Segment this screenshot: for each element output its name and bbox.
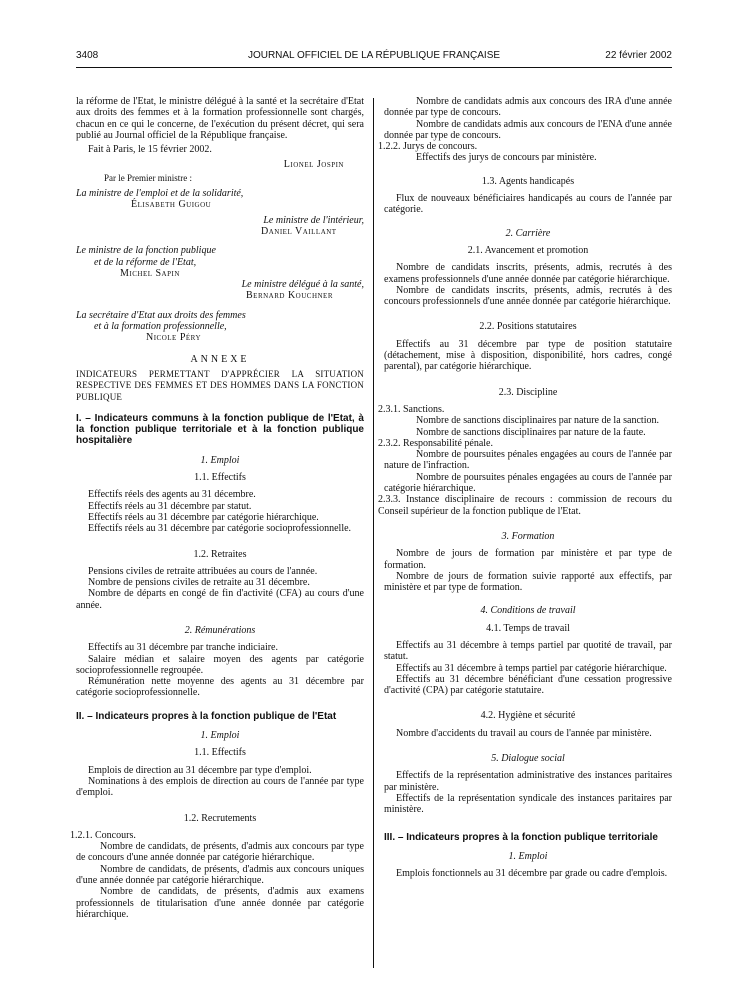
hygiene-item-1: Nombre d'accidents du travail au cours de l'année par ministère. [396,727,652,739]
section-effectifs: 1.1. Effectifs [194,472,246,484]
subsection-concours: 1.2.1. Concours. [70,829,136,841]
part-3-section-emploi: 1. Emploi [508,850,548,862]
section-formation: 3. Formation [501,530,555,542]
subsection-jurys: 1.2.2. Jurys de concours. [378,141,478,153]
section-agents-handicapes: 1.3. Agents handicapés [481,175,575,187]
temps-travail-item-1: Effectifs au 31 décembre à temps partiel par quotité de travail, par statut. [384,639,672,663]
concours-item-2: Nombre de candidats, de présents, d'admis aux concours uniques d'une année donnée par catégorie hiérarchique. [76,863,364,887]
signatory-2-title: Le ministre de l'intérieur, [263,214,364,226]
subsection-sanctions: 2.3.1. Sanctions. [378,403,445,415]
section-temps-travail: 4.1. Temps de travail [486,622,570,634]
formation-item-2: Nombre de jours de formation suivie rapporté aux effectifs, par ministère et par type de formation. [384,570,672,594]
part-2-effectifs-item-2: Nominations à des emplois de direction au cours de l'année par type d'emploi. [76,775,364,799]
section-discipline: 2.3. Discipline [498,386,558,398]
effectifs-item-4: Effectifs réels au 31 décembre par catégorie socioprofessionnelle. [88,523,352,535]
subsection-responsabilite-penale: 2.3.2. Responsabilité pénale. [378,437,493,449]
section-recrutements: 1.2. Recrutements [183,812,257,824]
concours-item-3: Nombre de candidats, de présents, d'admis aux examens professionnels de titularisation d'une année donnée par catégorie hiérarchique. [76,886,364,920]
signatory-3-title-2: et de la réforme de l'Etat, [94,256,197,268]
section-avancement: 2.1. Avancement et promotion [467,244,589,256]
part-2-section-effectifs: 1.1. Effectifs [194,747,246,759]
ira-admissions: Nombre de candidats admis aux concours des IRA d'une année donnée par type de concours. [384,96,672,119]
sanctions-item-2: Nombre de sanctions disciplinaires par nature de la faute. [416,426,646,438]
part-3-emploi-item-1: Emplois fonctionnels au 31 décembre par grade ou cadre d'emplois. [396,868,668,880]
part-2-title: II. – Indicateurs propres à la fonction publique de l'Etat [76,710,337,722]
dialogue-item-2: Effectifs de la représentation syndicale des instances paritaires par ministère. [384,792,672,816]
signatory-5-title-2: et à la formation professionnelle, [94,321,227,333]
concours-item-1: Nombre de candidats, de présents, d'admis aux concours par type de concours d'une année donnée par catégorie hiérarchique. [76,841,364,864]
signatory-4-name: Bernard Kouchner [246,290,334,302]
part-2-effectifs-item-1: Emplois de direction au 31 décembre par type d'emploi. [88,764,312,776]
page-number: 3408 [76,50,99,61]
left-column [70,96,364,920]
temps-travail-item-2: Effectifs au 31 décembre à temps partiel par catégorie hiérarchique. [396,662,667,674]
signatory-3-title: Le ministre de la fonction publique [76,245,216,257]
signatory-1-name: Élisabeth Guigou [131,199,212,211]
penale-item-1: Nombre de poursuites pénales engagées au cours de l'année par nature de l'infraction. [384,449,672,472]
remunerations-item-3: Rémunération nette moyenne des agents au 31 décembre par catégorie socioprofessionnelle. [76,676,364,699]
ena-admissions: Nombre de candidats admis aux concours de l'ENA d'une année donnée par type de concours. [384,118,672,141]
section-dialogue-social: 5. Dialogue social [491,753,565,765]
pm-by: Par le Premier ministre : [104,172,192,183]
section-emploi: 1. Emploi [200,454,240,466]
page-header [0,48,748,64]
signatory-4-title: Le ministre délégué à la santé, [241,279,364,291]
section-hygiene-securite: 4.2. Hygiène et sécurité [480,710,576,722]
formation-item-1: Nombre de jours de formation par ministère et par type de formation. [384,548,672,571]
part-3-title: III. – Indicateurs propres à la fonction publique territoriale [384,831,658,843]
signatory-5-name: Nicole Péry [146,332,202,344]
decree-intro: la réforme de l'Etat, le ministre délégué à la santé et la secrétaire d'Etat aux droits des femmes et à la formation professionnelle sont chargés, chacun en ce qui le concerne, de l'exécution du présent décret, qui sera publié au Journal officiel de la République française. [76,96,364,141]
section-carriere: 2. Carrière [505,227,551,239]
temps-travail-item-3: Effectifs au 31 décembre bénéficiant d'une cessation progressive d'activité (CPA) par catégorie statutaire. [384,673,672,697]
subsection-instance-disciplinaire: 2.3.3. Instance disciplinaire de recours : commission de recours du Conseil supérieur de la fonction publique de l'Etat. [378,494,672,517]
signatory-2-name: Daniel Vaillant [261,225,337,237]
section-retraites: 1.2. Retraites [193,548,247,560]
column-divider [373,98,374,968]
retraites-item-2: Nombre de pensions civiles de retraite au 31 décembre. [88,577,310,589]
retraites-item-1: Pensions civiles de retraite attribuées au cours de l'année. [88,565,318,577]
effectifs-item-1: Effectifs réels des agents au 31 décembre. [88,489,256,501]
signatory-3-name: Michel Sapin [120,267,180,279]
sanctions-item-1: Nombre de sanctions disciplinaires par nature de la sanction. [416,415,659,427]
dialogue-item-1: Effectifs de la représentation administrative des instances paritaires par ministère. [384,770,672,793]
section-positions-statutaires: 2.2. Positions statutaires [479,321,577,333]
section-remunerations: 2. Rémunérations [184,624,256,636]
avancement-item-2: Nombre de candidats inscrits, présents, admis, recrutés à des concours professionnels d'une année donnée par catégorie hiérarchique. [384,284,672,308]
retraites-item-3: Nombre de départs en congé de fin d'activité (CFA) au cours d'une année. [76,588,364,611]
signing-place-date: Fait à Paris, le 15 février 2002. [88,144,212,156]
part-1-title: I. – Indicateurs communs à la fonction publique de l'Etat, à la fonction publique territoriale et à la fonction publique hospitalière [76,412,364,447]
remunerations-item-2: Salaire médian et salaire moyen des agents par catégorie socioprofessionnelle regroupée. [76,653,364,676]
positions-item-1: Effectifs au 31 décembre par type de position statutaire (détachement, mise à disposition, disponibilité, hors cadres, congé parental), par catégorie hiérarchique. [384,338,672,373]
annex-heading: ANNEXE [190,353,250,365]
signatory-1-title: La ministre de l'emploi et de la solidarité, [76,188,244,200]
jurys-item-1: Effectifs des jurys de concours par ministère. [416,152,597,164]
issue-date: 22 février 2002 [605,50,672,61]
journal-title: JOURNAL OFFICIEL DE LA RÉPUBLIQUE FRANÇAISE [247,50,501,61]
section-conditions-travail: 4. Conditions de travail [480,605,576,617]
pm-name: Lionel Jospin [283,159,344,171]
penale-item-2: Nombre de poursuites pénales engagées au cours de l'année par catégorie hiérarchique. [384,471,672,495]
avancement-item-1: Nombre de candidats inscrits, présents, admis, recrutés à des examens professionnels d'une année donnée par catégorie hiérarchique. [384,262,672,285]
signatory-5-title: La secrétaire d'Etat aux droits des femmes [76,309,246,321]
effectifs-item-2: Effectifs réels au 31 décembre par statut. [88,500,252,512]
right-column [378,96,672,880]
handicapes-item-1: Flux de nouveaux bénéficiaires handicapés au cours de l'année par catégorie. [384,193,672,216]
part-2-section-emploi: 1. Emploi [200,730,240,742]
effectifs-item-3: Effectifs réels au 31 décembre par catégorie hiérarchique. [88,511,319,523]
remunerations-item-1: Effectifs au 31 décembre par tranche indiciaire. [88,642,278,654]
header-rule [76,67,672,68]
annex-subtitle: INDICATEURS PERMETTANT D'APPRÉCIER LA SITUATION RESPECTIVE DES FEMMES ET DES HOMMES DANS LA FONCTION PUBLIQUE [76,368,364,402]
